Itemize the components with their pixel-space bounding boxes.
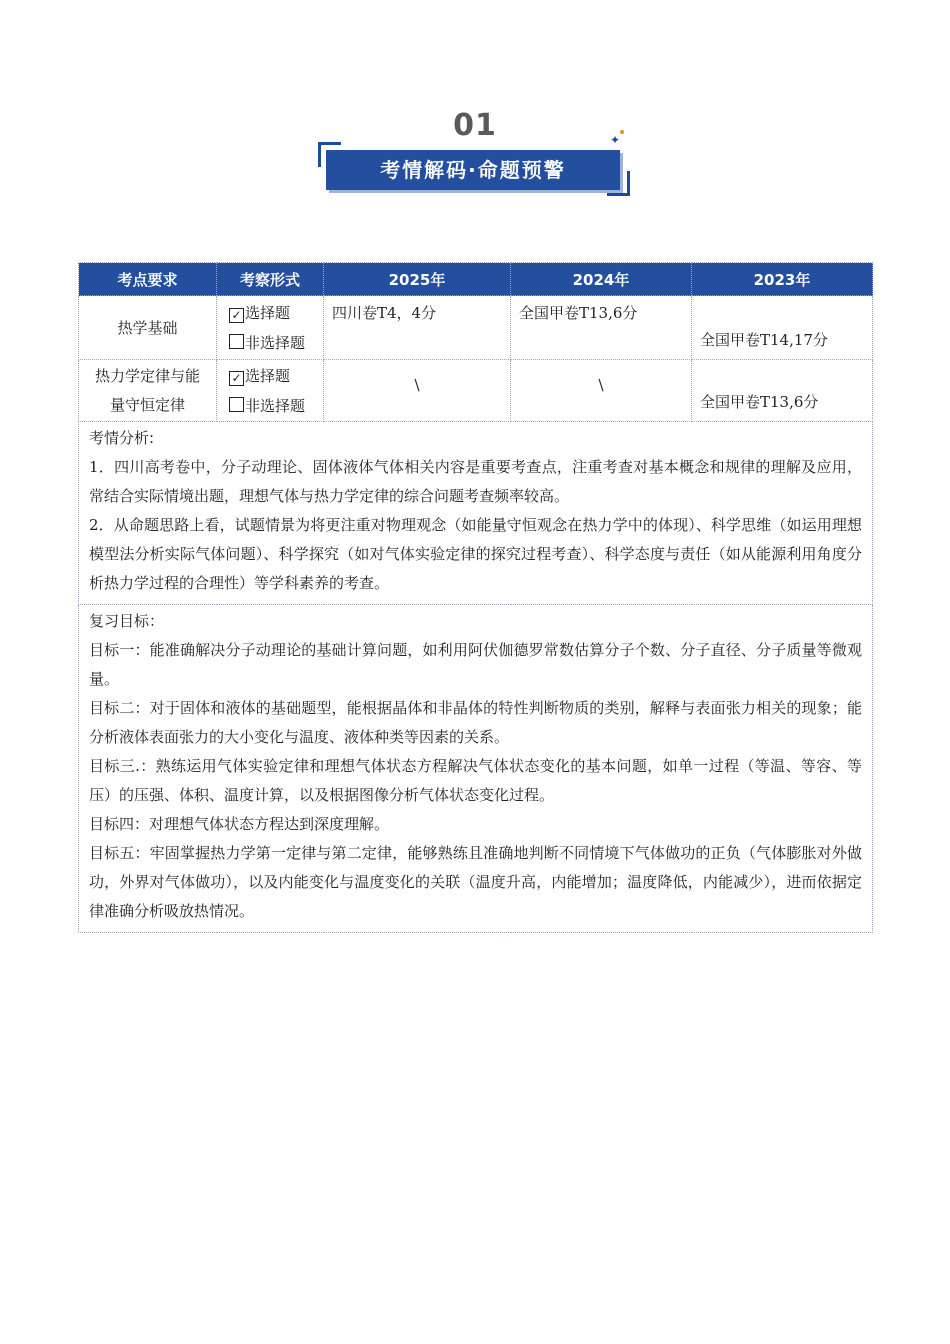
table-row — [79, 360, 873, 422]
section-number: 01 — [453, 108, 497, 143]
header-2025: 2025年 — [324, 263, 511, 296]
option-label: 非选择题 — [245, 396, 306, 415]
cell-2025: 四川卷T4，4分 — [324, 296, 511, 360]
analysis-item: 2．从命题思路上看，试题情景为将更注重对物理观念（如能量守恒观念在热力学中的体现）、科学思维（如运用理想模型法分析实际气体问题）、科学探究（如对气体实验定律的探究过程考查）、科学态度与责任（如从能源利用角度分析热力学过程的合理性）等学科素养的考查。 — [89, 516, 862, 592]
goals-row — [79, 605, 873, 933]
goal-item: 目标五：牢固掌握热力学第一定律与第二定律，能够熟练且准确地判断不同情境下气体做功的正负（气体膨胀对外做功，外界对气体做功），以及内能变化与温度变化的关联（温度升高，内能增加；温度降低，内能减少），进而依据定律准确分析吸放热情况。 — [89, 844, 862, 920]
table-header-row — [79, 263, 873, 296]
format-cell — [217, 296, 324, 360]
cell-2023: 全国甲卷T14,17分 — [692, 296, 873, 360]
option-line — [217, 361, 323, 391]
table-row — [79, 296, 873, 360]
goal-item: 目标一：能准确解决分子动理论的基础计算问题，如利用阿伏伽德罗常数估算分子个数、分子直径、分子质量等微观量。 — [89, 641, 862, 688]
goal-item: 目标四：对理想气体状态方程达到深度理解。 — [89, 815, 390, 833]
dot-icon — [620, 130, 624, 134]
analysis-section — [79, 422, 873, 605]
header-format: 考察形式 — [217, 263, 324, 296]
goals-section — [79, 605, 873, 933]
checkbox-checked-icon: ✓ — [229, 371, 244, 386]
topic-line: 量守恒定律 — [109, 395, 185, 414]
goal-item: 目标二：对于固体和液体的基础题型，能根据晶体和非晶体的特性判断物质的类别，解释与表面张力相关的现象；能分析液体表面张力的大小变化与温度、液体种类等因素的关系。 — [89, 699, 862, 746]
star-icon: ✦ — [609, 133, 620, 147]
checkbox-checked-icon: ✓ — [229, 308, 244, 323]
option-line — [217, 328, 323, 358]
option-line — [217, 391, 323, 421]
analysis-title: 考情分析: — [89, 429, 155, 447]
topic-line: 热力学定律与能 — [94, 366, 200, 385]
option-label: 选择题 — [245, 366, 291, 385]
checkbox-empty-icon — [229, 397, 244, 412]
option-label: 非选择题 — [245, 333, 306, 352]
header-2023: 2023年 — [692, 263, 873, 296]
option-label: 选择题 — [245, 303, 291, 322]
topic-cell — [79, 360, 217, 422]
cell-2023: 全国甲卷T13,6分 — [692, 360, 873, 422]
goal-item: 目标三.：熟练运用气体实验定律和理想气体状态方程解决气体状态变化的基本问题，如单一过程（等温、等容、等压）的压强、体积、温度计算，以及根据图像分析气体状态变化过程。 — [89, 757, 862, 804]
topic-cell: 热学基础 — [79, 296, 217, 360]
goals-title: 复习目标： — [89, 612, 165, 630]
header-topic: 考点要求 — [79, 263, 217, 296]
analysis-row — [79, 422, 873, 605]
checkbox-empty-icon — [229, 334, 244, 349]
cell-2024: 全国甲卷T13,6分 — [511, 296, 692, 360]
cell-2025: \ — [324, 360, 511, 422]
option-line — [217, 298, 323, 328]
analysis-item: 1．四川高考卷中，分子动理论、固体液体气体相关内容是重要考查点，注重考查对基本概念和规律的理解及应用，常结合实际情境出题，理想气体与热力学定律的综合问题考查频率较高。 — [89, 458, 862, 505]
exam-analysis-table — [78, 262, 873, 933]
format-cell — [217, 360, 324, 422]
section-banner — [318, 133, 630, 198]
cell-2024: \ — [511, 360, 692, 422]
header-2024: 2024年 — [511, 263, 692, 296]
banner-title: 考情解码·命题预警 — [326, 150, 620, 190]
